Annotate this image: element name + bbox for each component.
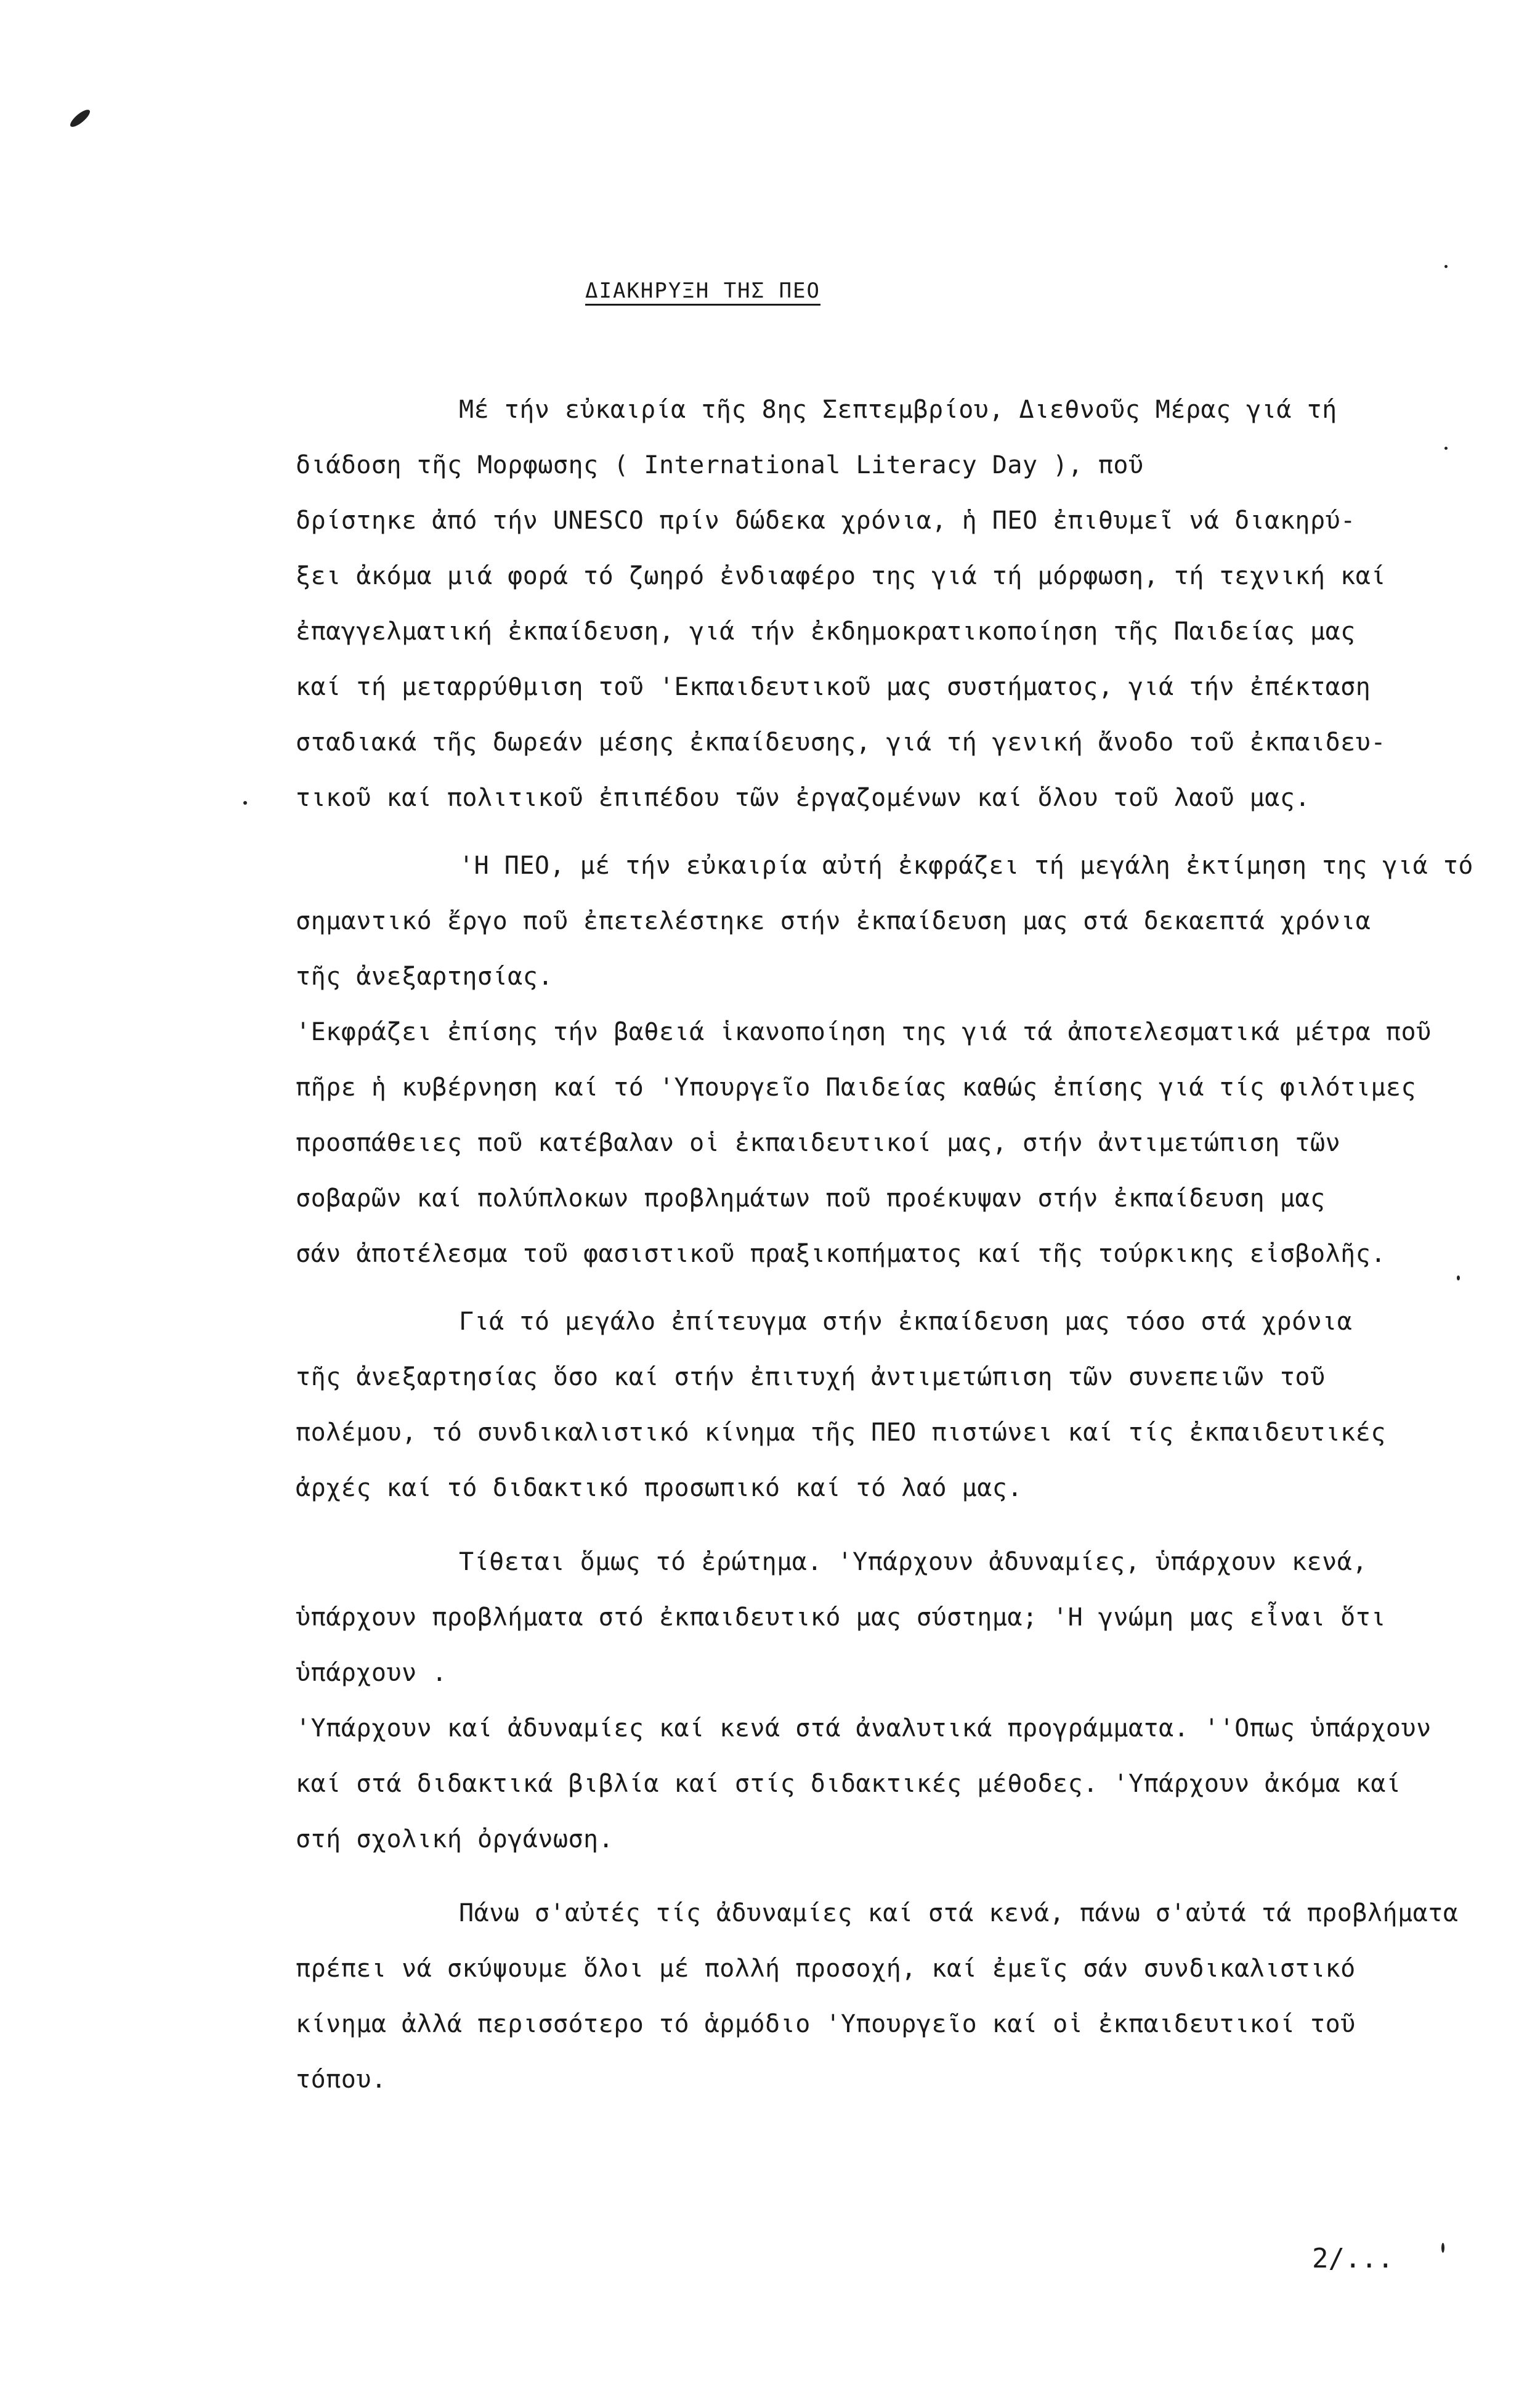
text-line: πρέπει νά σκύψουμε ὅλοι μέ πολλή προσοχή, καί ἐμεῖς σάν συνδικαλιστικό: [296, 1954, 1356, 1983]
text-line: τόπου.: [296, 2065, 387, 2094]
text-line: τῆς ἀνεξαρτησίας ὅσο καί στήν ἐπιτυχή ἀντιμετώπιση τῶν συνεπειῶν τοῦ: [296, 1363, 1326, 1391]
text-line: διάδοση τῆς Μορφωσης ( International Literacy Day ), ποῦ: [296, 451, 1144, 479]
text-line: 'Εκφράζει ἐπίσης τήν βαθειά ἱκανοποίηση της γιά τά ἀποτελεσματικά μέτρα ποῦ: [296, 1018, 1432, 1046]
text-line: κίνημα ἀλλά περισσότερο τό ἁρμόδιο 'Υπουργεῖο καί οἱ ἐκπαιδευτικοί τοῦ: [296, 2010, 1356, 2038]
text-line: 'Υπάρχουν καί ἀδυναμίες καί κενά στά ἀναλυτικά προγράμματα. ''Οπως ὑπάρχουν: [296, 1714, 1432, 1743]
scan-mark: [1441, 2243, 1444, 2253]
text-line: πῆρε ἡ κυβέρνηση καί τό 'Υπουργεῖο Παιδείας καθώς ἐπίσης γιά τίς φιλότιμες: [296, 1073, 1417, 1102]
text-line: τικοῦ καί πολιτικοῦ ἐπιπέδου τῶν ἐργαζομένων καί ὅλου τοῦ λαοῦ μας.: [296, 784, 1310, 812]
text-line: δρίστηκε ἀπό τήν UNESCO πρίν δώδεκα χρόνια, ἡ ΠΕΟ ἐπιθυμεῖ νά διακηρύ-: [296, 506, 1356, 535]
document-title: ΔΙΑΚΗΡΥΞΗ ΤΗΣ ΠΕΟ: [585, 279, 820, 303]
scan-mark: [1457, 1275, 1460, 1280]
text-line: πολέμου, τό συνδικαλιστικό κίνημα τῆς ΠΕΟ πιστώνει καί τίς ἐκπαιδευτικές: [296, 1418, 1386, 1447]
scan-mark: [1444, 265, 1448, 268]
page-number: 2/...: [1312, 2243, 1394, 2274]
text-line: ἀρχές καί τό διδακτικό προσωπικό καί τό λαό μας.: [296, 1474, 1023, 1502]
text-line: προσπάθειες ποῦ κατέβαλαν οἱ ἐκπαιδευτικοί μας, στήν ἀντιμετώπιση τῶν: [296, 1129, 1341, 1157]
text-line: σοβαρῶν καί πολύπλοκων προβλημάτων ποῦ προέκυψαν στήν ἐκπαίδευση μας: [296, 1184, 1326, 1213]
text-line: σταδιακά τῆς δωρεάν μέσης ἐκπαίδευσης, γιά τή γενική ἄνοδο τοῦ ἐκπαιδευ-: [296, 728, 1386, 757]
text-line: τῆς ἀνεξαρτησίας.: [296, 962, 553, 991]
text-line: Τίθεται ὅμως τό ἐρώτημα. 'Υπάρχουν ἀδυναμίες, ὑπάρχουν κενά,: [459, 1548, 1367, 1576]
scan-mark: [243, 801, 247, 805]
text-line: ἐπαγγελματική ἐκπαίδευση, γιά τήν ἐκδημοκρατικοποίηση τῆς Παιδείας μας: [296, 617, 1356, 646]
scan-mark: [68, 107, 92, 129]
text-line: Μέ τήν εὐκαιρία τῆς 8ης Σεπτεμβρίου, Διεθνοῦς Μέρας γιά τή: [459, 396, 1337, 424]
text-line: Πάνω σ'αὐτές τίς ἀδυναμίες καί στά κενά, πάνω σ'αὐτά τά προβλήματα: [459, 1899, 1459, 1927]
text-line: στή σχολική ὀργάνωση.: [296, 1825, 614, 1853]
text-line: σάν ἀποτέλεσμα τοῦ φασιστικοῦ πραξικοπήματος καί τῆς τούρκικης εἰσβολῆς.: [296, 1240, 1386, 1268]
text-line: ὑπάρχουν .: [296, 1659, 447, 1687]
text-line: σημαντικό ἔργο ποῦ ἐπετελέστηκε στήν ἐκπαίδευση μας στά δεκαεπτά χρόνια: [296, 907, 1371, 935]
text-line: Γιά τό μεγάλο ἐπίτευγμα στήν ἐκπαίδευση μας τόσο στά χρόνια: [459, 1308, 1353, 1336]
text-line: ὑπάρχουν προβλήματα στό ἐκπαιδευτικό μας σύστημα; 'Η γνώμη μας εἶναι ὅτι: [296, 1603, 1386, 1632]
text-line: καί στά διδακτικά βιβλία καί στίς διδακτικές μέθοδες. 'Υπάρχουν ἀκόμα καί: [296, 1770, 1401, 1798]
text-line: ξει ἀκόμα μιά φορά τό ζωηρό ἐνδιαφέρο της γιά τή μόρφωση, τή τεχνική καί: [296, 562, 1386, 590]
text-line: 'Η ΠΕΟ, μέ τήν εὐκαιρία αὐτή ἐκφράζει τή μεγάλη ἐκτίμηση της γιά τό: [459, 852, 1473, 880]
text-line: καί τή μεταρρύθμιση τοῦ 'Εκπαιδευτικοῦ μας συστήματος, γιά τήν ἐπέκταση: [296, 673, 1371, 701]
scan-mark: [1444, 447, 1448, 450]
